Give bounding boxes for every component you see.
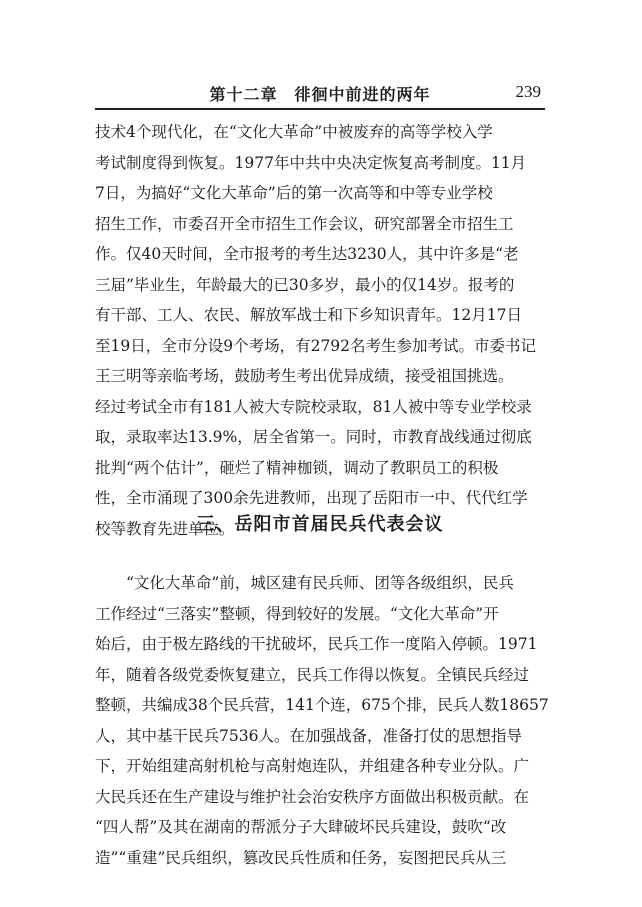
text-line: 三届”毕业生，年龄最大的已30多岁，最小的仅14岁。报考的: [95, 275, 515, 294]
text-line: 有干部、工人、农民、解放军战士和下乡知识青年。12月17日: [95, 306, 522, 324]
text-line: 整顿，共编成38个民兵营，141个连，675个排，民兵人数18657: [95, 696, 549, 714]
text-line: 下，开始组建高射机枪与高射炮连队，并组建各种专业分队。广: [95, 757, 530, 775]
text-line: 王三明等亲临考场，鼓励考生考出优异成绩，接受祖国挑选。: [95, 367, 514, 385]
text-line: 经过考试全市有181人被大专院校录取，81人被中等专业学校录: [95, 397, 532, 416]
text-line: 7日，为搞好“文化大革命”后的第一次高等和中等专业学校: [95, 184, 493, 202]
paragraph-education: [95, 117, 550, 544]
paragraph-militia: [95, 568, 550, 873]
text-line: 考试制度得到恢复。1977年中共中央决定恢复高考制度。11月: [95, 153, 527, 172]
text-line: 始后，由于极左路线的干扰破坏，民兵工作一度陷入停顿。1971: [95, 635, 538, 653]
text-line: 工作经过“三落实”整顿，得到较好的发展。“文化大革命”开: [95, 604, 499, 623]
text-line: “文化大革命”前，城区建有民兵师、团等各级组织，民兵: [95, 574, 514, 592]
text-line: 作。仅40天时间，全市报考的考生达3230人，其中许多是“老: [95, 245, 519, 263]
text-line: 至19日，全市分设9个考场，有2792名考生参加考试。市委书记: [95, 336, 537, 355]
section-heading: 三、岳阳市首届民兵代表会议: [196, 514, 444, 535]
text-line: 招生工作，市委召开全市招生工作会议，研究部署全市招生工: [95, 214, 514, 233]
text-line: 性，全市涌现了300余先进教师，出现了岳阳市一中、代代红学: [95, 489, 528, 507]
text-line: 技术4个现代化，在“文化大革命”中被废弃的高等学校入学: [95, 123, 493, 141]
text-line: 造”“重建”民兵组织，篡改民兵性质和任务，妄图把民兵从三: [95, 848, 507, 867]
text-line: 年，随着各级党委恢复建立，民兵工作得以恢复。全镇民兵经过: [95, 665, 530, 684]
text-line: 大民兵还在生产建设与维护社会治安秩序方面做出积极贡献。在: [95, 787, 530, 806]
header-rule: [95, 108, 545, 110]
text-line: 批判“两个估计”，砸烂了精神枷锁，调动了教职员工的积极: [95, 458, 499, 477]
chapter-title: 第十二章 徘徊中前进的两年: [209, 85, 431, 104]
text-line: “四人帮”及其在湖南的帮派分子大肆破坏民兵建设，鼓吹“改: [95, 818, 507, 836]
text-line: 取，录取率达13.9%，居全省第一。同时，市教育战线通过彻底: [95, 428, 532, 446]
running-header: [95, 80, 545, 108]
page-number: 239: [515, 82, 541, 101]
text-line: 校等教育先进单位。: [95, 519, 235, 538]
text-line: 人，其中基干民兵7536人。在加强战备，准备打仗的思想指导: [95, 726, 522, 745]
